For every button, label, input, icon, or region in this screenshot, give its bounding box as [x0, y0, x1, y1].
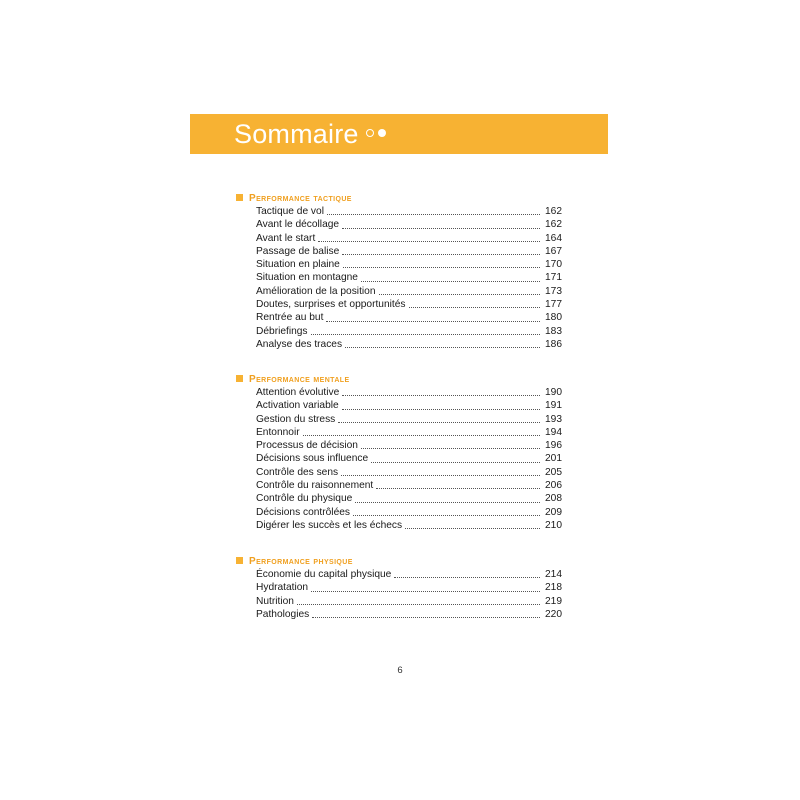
dot-leader	[326, 320, 540, 322]
entry-label: Processus de décision	[256, 440, 358, 452]
toc-entry[interactable]	[256, 426, 562, 439]
dot-leader	[371, 461, 540, 463]
toc-entry[interactable]	[256, 466, 562, 479]
toc-entry[interactable]	[256, 325, 562, 338]
entry-page: 206	[545, 480, 562, 492]
dot-leader	[345, 346, 540, 348]
dot-leader	[311, 590, 540, 592]
dot-leader	[353, 514, 540, 516]
dot-leader	[318, 240, 540, 242]
entry-page: 210	[545, 519, 562, 531]
toc-entry[interactable]	[256, 452, 562, 465]
dot-leader	[361, 280, 540, 282]
dot-leader	[312, 616, 540, 618]
section-header	[236, 373, 562, 386]
section-physique	[236, 555, 562, 621]
entry-label: Situation en montagne	[256, 272, 358, 284]
entry-page: 196	[545, 440, 562, 452]
entry-page: 214	[545, 569, 562, 580]
entry-page: 171	[545, 272, 562, 284]
entry-page: 220	[545, 608, 562, 620]
toc-entry[interactable]	[256, 519, 562, 532]
dot-leader	[342, 394, 540, 396]
page-number: 6	[397, 665, 403, 676]
toc-entry[interactable]	[256, 338, 562, 351]
toc-entry[interactable]	[256, 479, 562, 492]
dot-leader	[342, 408, 540, 410]
entry-label: Attention évolutive	[256, 387, 340, 398]
entry-label: Rentrée au but	[256, 312, 324, 324]
entry-page: 205	[545, 466, 562, 478]
entry-label: Avant le start	[256, 232, 316, 244]
hollow-dot-icon	[366, 129, 374, 137]
entry-page: 208	[545, 493, 562, 505]
entry-list	[256, 386, 562, 532]
entry-label: Avant le décollage	[256, 219, 340, 231]
entry-page: 162	[545, 219, 562, 231]
entry-label: Contrôle du raisonnement	[256, 480, 374, 492]
toc-entry[interactable]	[256, 311, 562, 324]
dot-leader	[405, 527, 540, 529]
toc-entry[interactable]	[256, 399, 562, 412]
entry-page: 191	[545, 400, 562, 412]
dot-leader	[394, 576, 540, 578]
entry-list	[256, 568, 562, 621]
dot-leader	[341, 474, 540, 476]
entry-label: Doutes, surprises et opportunités	[256, 299, 406, 311]
toc-entry[interactable]	[256, 298, 562, 311]
entry-page: 194	[545, 426, 562, 438]
dot-leader	[379, 293, 541, 295]
entry-label: Passage de balise	[256, 245, 340, 257]
entry-page: 162	[545, 206, 562, 217]
toc-entry[interactable]	[256, 218, 562, 231]
dot-leader	[342, 253, 540, 255]
entry-page: 219	[545, 595, 562, 607]
entry-page: 186	[545, 338, 562, 350]
entry-label: Débriefings	[256, 325, 308, 337]
entry-label: Hydratation	[256, 582, 309, 594]
dot-leader	[361, 447, 540, 449]
dot-leader	[376, 487, 540, 489]
toc-entry[interactable]	[256, 413, 562, 426]
entry-page: 183	[545, 325, 562, 337]
entry-label: Gestion du stress	[256, 413, 336, 425]
square-bullet-icon	[236, 557, 243, 564]
entry-page: 180	[545, 312, 562, 324]
dot-leader	[342, 227, 540, 229]
toc-entry[interactable]	[256, 492, 562, 505]
toc-entry[interactable]	[256, 205, 562, 218]
dot-leader	[343, 266, 540, 268]
entry-page: 167	[545, 245, 562, 257]
toc-entry[interactable]	[256, 608, 562, 621]
section-tactique	[236, 192, 562, 351]
section-header	[236, 555, 562, 568]
toc-entry[interactable]	[256, 386, 562, 399]
square-bullet-icon	[236, 194, 243, 201]
toc-entry[interactable]	[256, 232, 562, 245]
toc-entry[interactable]	[256, 245, 562, 258]
dot-leader	[303, 434, 540, 436]
dot-leader	[409, 306, 541, 308]
toc-entry[interactable]	[256, 285, 562, 298]
entry-list	[256, 205, 562, 351]
dot-leader	[338, 421, 540, 423]
entry-label: Tactique de vol	[256, 206, 324, 217]
filled-dot-icon	[378, 129, 386, 137]
entry-label: Entonnoir	[256, 426, 300, 438]
entry-page: 218	[545, 582, 562, 594]
dot-leader	[327, 213, 540, 215]
square-bullet-icon	[236, 375, 243, 382]
section-title: Performance physique	[249, 556, 353, 567]
toc-entry[interactable]	[256, 258, 562, 271]
section-mentale	[236, 373, 562, 532]
toc-entry[interactable]	[256, 581, 562, 594]
dot-leader	[355, 501, 540, 503]
entry-label: Digérer les succès et les échecs	[256, 519, 403, 531]
toc-entry[interactable]	[256, 506, 562, 519]
entry-label: Décisions sous influence	[256, 453, 369, 465]
entry-page: 177	[545, 299, 562, 311]
entry-label: Contrôle des sens	[256, 466, 339, 478]
toc-entry[interactable]	[256, 568, 562, 581]
entry-label: Nutrition	[256, 595, 294, 607]
entry-page: 209	[545, 506, 562, 518]
entry-label: Analyse des traces	[256, 338, 343, 350]
entry-page: 170	[545, 259, 562, 271]
toc-entry[interactable]	[256, 271, 562, 284]
title-banner	[190, 114, 608, 154]
entry-label: Pathologies	[256, 608, 310, 620]
toc-entry[interactable]	[256, 439, 562, 452]
dot-leader	[311, 333, 540, 335]
entry-label: Activation variable	[256, 400, 339, 412]
entry-label: Situation en plaine	[256, 259, 340, 271]
section-title: Performance mentale	[249, 374, 350, 385]
entry-label: Amélioration de la position	[256, 285, 376, 297]
entry-page: 173	[545, 285, 562, 297]
entry-label: Économie du capital physique	[256, 569, 392, 580]
toc-entry[interactable]	[256, 595, 562, 608]
page-title: Sommaire	[234, 119, 359, 149]
section-title: Performance tactique	[249, 193, 352, 204]
entry-page: 164	[545, 232, 562, 244]
entry-label: Décisions contrôlées	[256, 506, 350, 518]
entry-page: 201	[545, 453, 562, 465]
entry-page: 190	[545, 387, 562, 398]
entry-page: 193	[545, 413, 562, 425]
entry-label: Contrôle du physique	[256, 493, 353, 505]
section-header	[236, 192, 562, 205]
dot-leader	[297, 603, 540, 605]
